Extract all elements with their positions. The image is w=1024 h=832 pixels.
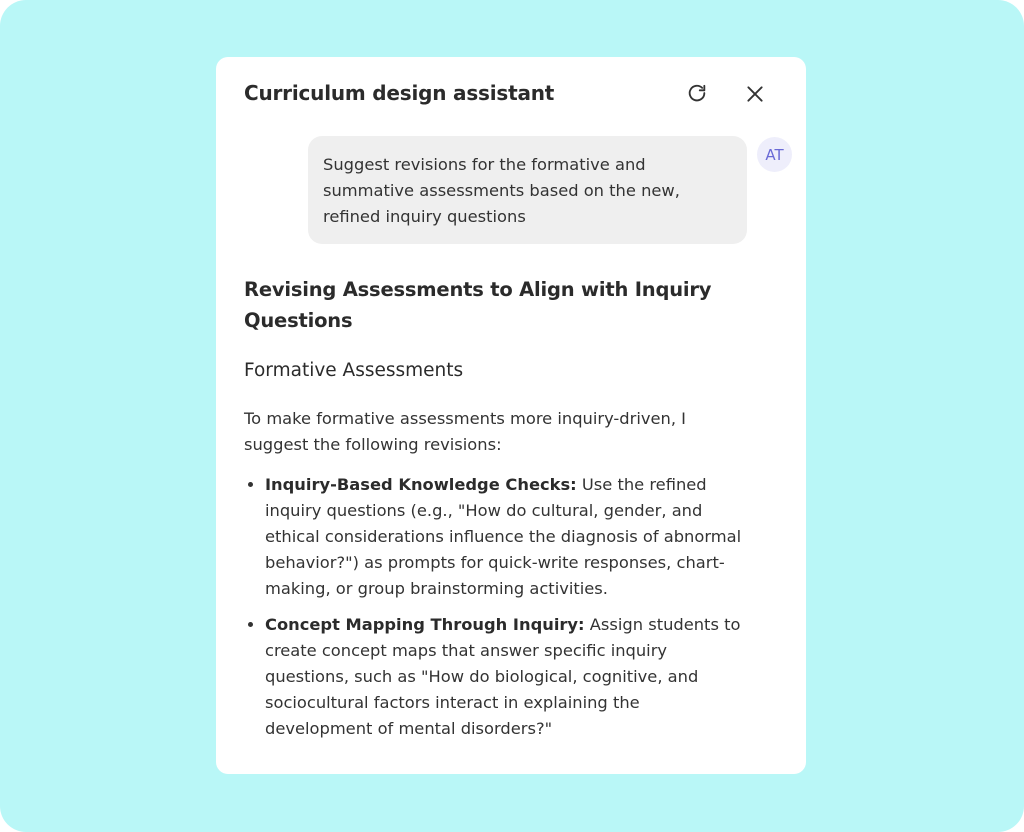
assistant-panel: [216, 57, 806, 774]
response-subheading: Formative Assessments: [244, 360, 464, 381]
panel-title: Curriculum design assistant: [244, 81, 555, 105]
list-item: [265, 472, 744, 602]
assistant-response: [244, 274, 744, 752]
refresh-icon: [686, 83, 708, 105]
revision-list: [244, 472, 744, 742]
list-item: [265, 612, 744, 742]
list-item-text: Assign students to create concept maps that answer specific inquiry questions, such as "How do biological, cognitive, and sociocultural factors interact in explaining the development of mental disorders?": [265, 615, 741, 738]
refresh-button[interactable]: [684, 81, 710, 107]
user-avatar: AT: [757, 137, 792, 172]
list-item-text: Use the refined inquiry questions (e.g., "How do cultural, gender, and ethical considerations influence the diagnosis of abnormal behavior?") as prompts for quick-write responses, chart-making, or group brainstorming activities.: [265, 475, 742, 598]
list-item-title: Concept Mapping Through Inquiry:: [265, 615, 585, 634]
close-button[interactable]: [742, 81, 768, 107]
response-intro: To make formative assessments more inquiry-driven, I suggest the following revisions:: [244, 409, 686, 454]
close-icon: [745, 84, 765, 104]
user-message-bubble: Suggest revisions for the formative and summative assessments based on the new, refined inquiry questions: [308, 136, 747, 244]
list-item-title: Inquiry-Based Knowledge Checks:: [265, 475, 577, 494]
response-heading: Revising Assessments to Align with Inquiry Questions: [244, 278, 712, 332]
